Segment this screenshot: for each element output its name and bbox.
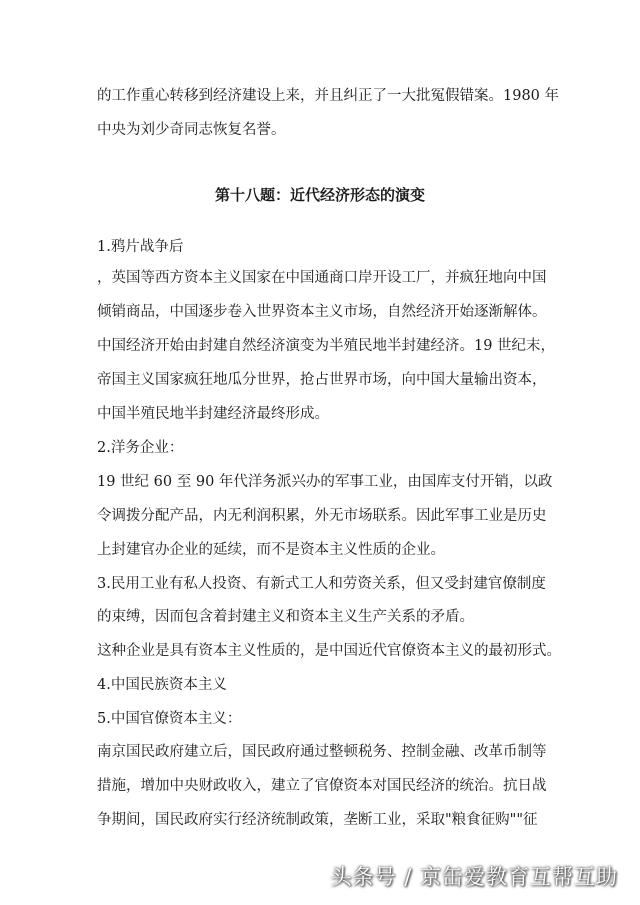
paragraph-line: 中国半殖民地半封建经济最终形成。	[97, 406, 329, 422]
paragraph-line: 措施，增加中央财政收入，建立了官僚资本对国民经济的统治。抗日战	[97, 778, 547, 794]
section-title: 第十八题：近代经济形态的演变	[214, 186, 425, 204]
paragraph-line: 这种企业是具有资本主义性质的，是中国近代官僚资本主义的最初形式。	[97, 643, 561, 659]
intro-line: 的工作重心转移到经济建设上来，并且纠正了一大批冤假错案。1980 年	[97, 88, 560, 104]
heading-item-1: 1.鸦片战争后	[97, 239, 184, 255]
paragraph-line: 倾销商品，中国逐步卷入世界资本主义市场，自然经济开始逐渐解体。	[97, 304, 547, 320]
paragraph-line: 争期间，国民政府实行经济统制政策，垄断工业，采取"粮食征购""征	[97, 812, 538, 828]
heading-item-4: 4.中国民族资本主义	[97, 677, 227, 693]
paragraph-line: 19 世纪 60 至 90 年代洋务派兴办的军事工业，由国库支付开销，以政	[97, 474, 553, 490]
paragraph-line: 上封建官办企业的延续，而不是资本主义性质的企业。	[97, 542, 445, 558]
intro-line: 中央为刘少奇同志恢复名誉。	[97, 122, 286, 138]
paragraph-line: 的束缚，因而包含着封建主义和资本主义生产关系的矛盾。	[97, 609, 474, 625]
paragraph-line: ，英国等西方资本主义国家在中国通商口岸开设工厂，并疯狂地向中国	[97, 270, 547, 286]
heading-item-5: 5.中国官僚资本主义：	[97, 711, 242, 727]
watermark: 头条号 / 京缶爱教育互帮互助	[330, 865, 618, 889]
paragraph-line: 令调拨分配产品，内无利润积累，外无市场联系。因此军事工业是历史	[97, 508, 547, 524]
heading-item-3: 3.民用工业有私人投资、有新式工人和劳资关系，但又受封建官僚制度	[97, 576, 546, 592]
paragraph-line: 南京国民政府建立后，国民政府通过整顿税务、控制金融、改革币制等	[97, 744, 547, 760]
heading-item-2: 2.洋务企业：	[97, 440, 184, 456]
paragraph-line: 中国经济开始由封建自然经济演变为半殖民地半封建经济。19 世纪末，	[97, 338, 556, 354]
paragraph-line: 帝国主义国家疯狂地瓜分世界，抢占世界市场，向中国大量输出资本，	[97, 372, 547, 388]
